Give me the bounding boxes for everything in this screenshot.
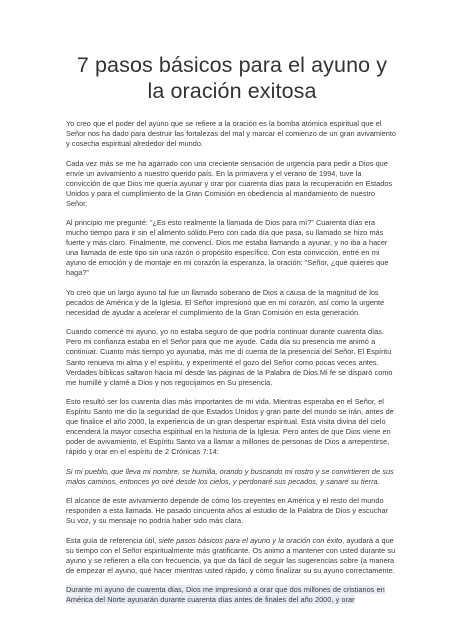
paragraph-6: Esto resultó ser los cuarenta días más importantes de mi vida. Mientras esperaba en el Señor, el Espíritu Santo me dio la seguridad de que Estados Unidos y gran parte del mundo se irán, antes de que finalice el año 2000, la experiencia de un gran despertar espiritual. Esta visita divina del cielo encenderá la mayor cosecha espiritual en la historia de la Iglesia. Pero antes de que Dios viene en poder de avivamiento, el Espíritu Santo va a llamar a millones de personas de Dios a arrepentirse, rápido y orar en el espíritu de 2 Crónicas 7:14: <box>66 397 394 457</box>
paragraph-1: Yo creo que el poder del ayuno que se refiere a la oración es la bomba atómica espiritual que el Señor nos ha dado para destruir las fortalezas del mal y marcar el comienzo de un gran avivamiento y cosecha espiritual alrededor del mundo. <box>66 119 396 149</box>
guide-text-italic: siete pasos básicos para el ayuno y la oración con éxito <box>158 535 343 545</box>
paragraph-5: Cuando comencé mi ayuno, yo no estaba seguro de que podría continuar durante cuarenta días. Pero mi confianza estaba en el Señor para que me ayude. Cada día su presencia me animó a continuar. Cuanto más tiempo yo ayunaba, más me di cuenta de la presencia del Señor. El Espíritu Santo renueva mi alma y el espíritu, y experimenté el gozo del Señor como pocas veces antes. Verdades bíblicas saltaron hacia mí desde las páginas de la Palabra de Dios.Mi fe se disparó como me humillé y clamé a Dios y nos regocijamos en Su presencia. <box>66 327 393 387</box>
highlighted-paragraph <box>66 585 398 605</box>
guide-text-before: Esta guía de referencia útil, <box>66 535 159 545</box>
paragraph-4: Yo creo que un largo ayuno tal fue un llamado soberano de Dios a causa de la magnitud de los pecados de América y de la Iglesia. El Señor impresionó que en mi corazón, así como la urgente necesidad de ayudar a acelerar el cumplimiento de la Gran Comisión en esta generación. <box>66 287 385 317</box>
scripture-quote: Si mi pueblo, que lleva mi nombre, se humilla, orando y buscando mi rostro y se convirtieren de sus malos caminos, entonces yo oiré desde los cielos, y perdonaré sus pecados, y sanaré su tierra. <box>66 466 394 486</box>
guide-paragraph <box>66 536 398 576</box>
document-title: 7 pasos básicos para el ayuno y la oración exitosa <box>76 53 388 103</box>
guide-text-after: , ayudará a que su tiempo con el Señor espiritualmente más gratificante. Os animo a mantener con usted durante su ayuno y se refieren a ella con frecuencia, ya que da fácil de seguir las sugerencias sobre (a manera de empezar el ayuno, qué hacer mientras usted rápido, y cómo finalizar su su ayuno correctamente. <box>66 535 396 575</box>
paragraph-3: Al principio me pregunté: “¿Es esto realmente la llamada de Dios para mí?” Cuarenta días era mucho tiempo para ir sin el alimento sólido.Pero con cada día que pasa, su llamado se hizo más fuerte y más claro. Finalmente, me convencí. Dios me estaba llamando a ayunar, y no iba a hacer una llamada de este tipo sin una razón o propósito específico. Con esta convicción, entré en mi ayuno de emoción y de montaje en mi corazón la esperanza, la oración: “Señor, ¿qué quieres que haga?” <box>66 218 389 278</box>
paragraph-2: Cada vez más se me ha agarrado con una creciente sensación de urgencia para pedir a Dios que envíe un avivamiento a nuestro querido país. En la primavera y el verano de 1994, tuve la convicción de que Dios me quería ayunar y orar por cuarenta días para la recuperación en Estados Unidos y para el cumplimiento de la Gran Comisión en obediencia al mandamiento de nuestro Señor. <box>66 158 393 208</box>
paragraph-7: El alcance de este avivamiento depende de cómo los creyentes en América y el resto del mundo responden a esta llamada. He pasado cincuenta años al estudio de la Palabra de Dios y escuchar Su voz, y su mensaje no podría haber sido más clara. <box>66 496 389 526</box>
highlighted-text[interactable]: Durante mi ayuno de cuarenta días, Dios me impresionó a orar que dos millones de cristianos en América del Norte ayunarán durante cuarenta días antes de finales del año 2000, y orar <box>66 585 385 605</box>
